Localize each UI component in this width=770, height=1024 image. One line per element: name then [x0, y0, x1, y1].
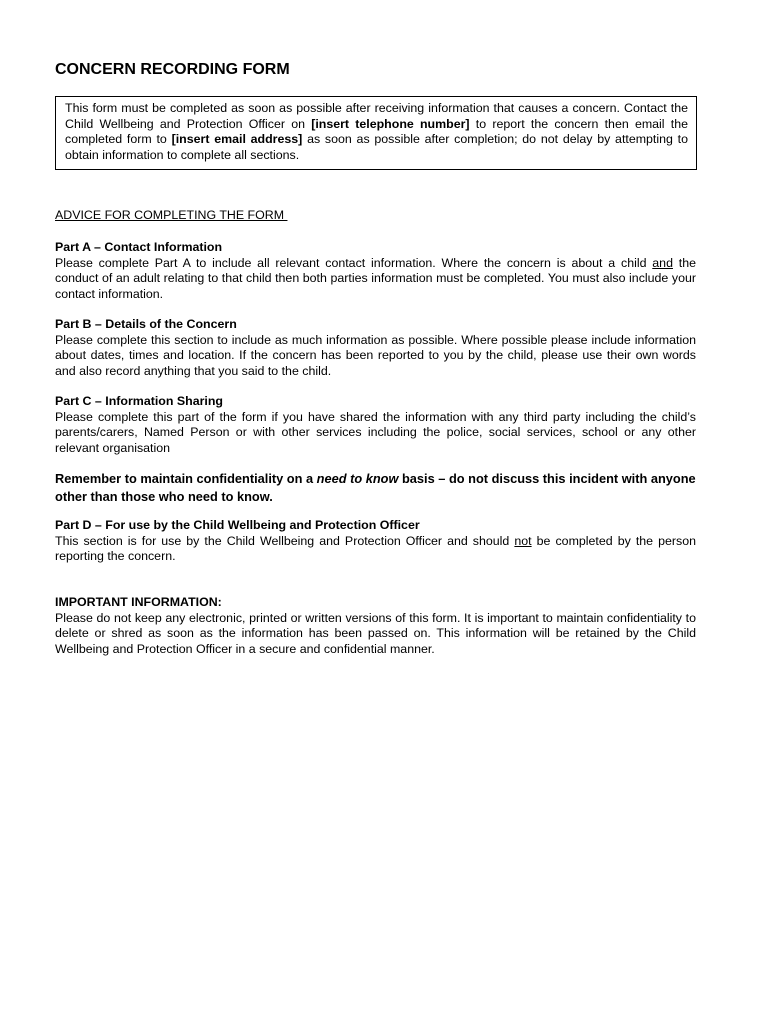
part-d-section: [55, 518, 696, 565]
part-b-heading: Part B – Details of the Concern: [55, 317, 237, 331]
important-information-section: [55, 595, 696, 657]
page-title: CONCERN RECORDING FORM: [55, 61, 290, 78]
reminder-emphasis: need to know: [316, 471, 399, 486]
part-c-section: [55, 394, 696, 456]
reminder-text-2: basis – do not discuss this incident with anyone other than those who need to know.: [55, 471, 696, 504]
part-d-text-1: This section is for use by the Child Wellbeing and Protection Officer and should: [55, 533, 515, 548]
intro-instructions-box: [55, 96, 697, 170]
phone-placeholder: [insert telephone number]: [311, 116, 470, 131]
part-c-heading: Part C – Information Sharing: [55, 394, 223, 408]
part-d-heading: Part D – For use by the Child Wellbeing and Protection Officer: [55, 518, 420, 532]
part-d-text: [55, 534, 696, 565]
part-d-not-emphasis: not: [514, 533, 532, 548]
important-heading: IMPORTANT INFORMATION:: [55, 595, 222, 609]
part-a-text: [55, 256, 696, 303]
part-a-heading: Part A – Contact Information: [55, 240, 223, 254]
confidentiality-reminder: [55, 470, 696, 505]
advice-heading: ADVICE FOR COMPLETING THE FORM: [55, 208, 288, 222]
part-c-text: Please complete this part of the form if you have shared the information with any third party including the child’s parents/carers, Named Person or with other services including the police, social services, school or any other relevant organisation: [55, 409, 696, 455]
part-a-text-2: the conduct of an adult relating to that child then both parties information must be completed. You must also include your contact information.: [55, 255, 696, 301]
intro-text-1: This form must be completed as soon as possible after receiving information that causes a concern. Contact the Child Wellbeing and Protection Officer on: [65, 101, 688, 131]
part-b-section: [55, 317, 696, 379]
reminder-text-1: Remember to maintain confidentiality on a: [55, 471, 317, 486]
intro-text-3: as soon as possible after completion; do not delay by attempting to obtain information to complete all sections.: [65, 132, 689, 162]
email-placeholder: [insert email address]: [171, 132, 303, 147]
part-a-section: [55, 240, 696, 302]
important-text: Please do not keep any electronic, printed or written versions of this form. It is important to maintain confidentiality to delete or shred as soon as the information has been passed on. This information will be retained by the Child Wellbeing and Protection Officer in a secure and confidential manner.: [55, 610, 696, 656]
part-d-text-2: be completed by the person reporting the concern.: [55, 533, 696, 564]
part-a-and-emphasis: and: [652, 255, 673, 270]
part-a-text-1: Please complete Part A to include all relevant contact information. Where the concern is about a child: [55, 255, 653, 270]
part-b-text: Please complete this section to include as much information as possible. Where possible please include information about dates, times and location. If the concern has been reported to you by the child, please use their own words and also record anything that you said to the child.: [55, 332, 696, 378]
intro-text-2: to report the concern then email the completed form to: [65, 116, 688, 147]
